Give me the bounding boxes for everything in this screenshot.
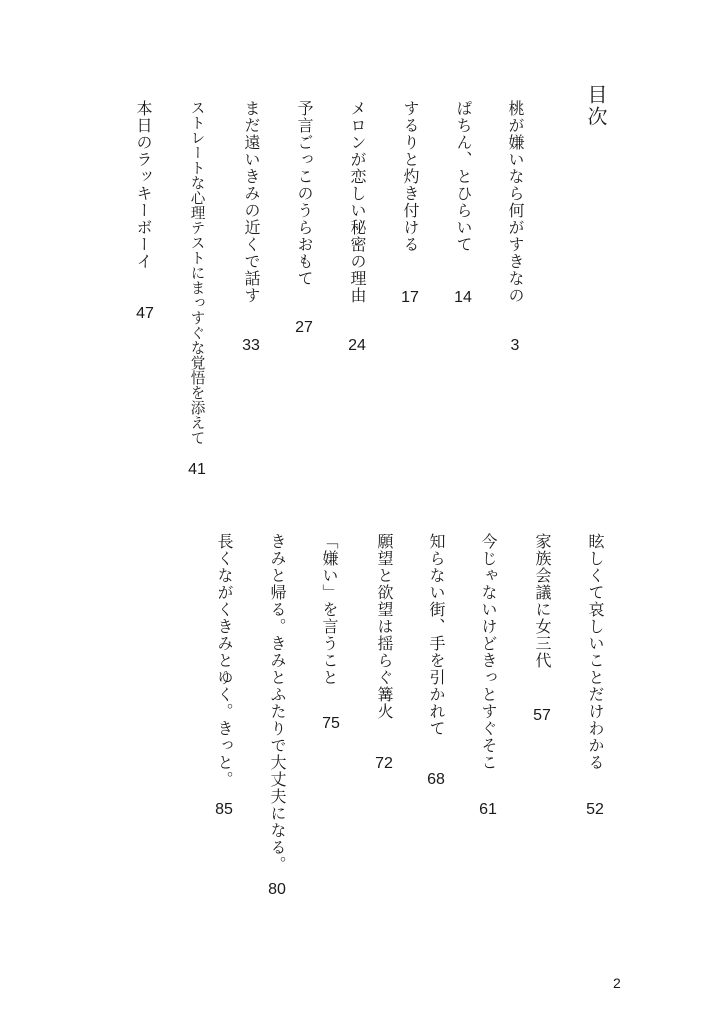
entry-title: ぱちん、とひらいて <box>454 100 473 253</box>
entry-page: 17 <box>401 289 419 306</box>
entry-title: 本日のラッキーボーイ <box>134 100 153 270</box>
entry-title: 願望と欲望は揺らぐ篝火 <box>375 533 394 720</box>
entry-page: 14 <box>454 289 472 306</box>
entry-page: 72 <box>375 755 393 772</box>
entry-page: 24 <box>348 337 366 354</box>
entry-title: 眩しくて哀しいことだけわかる <box>586 533 605 771</box>
page-number: 2 <box>613 975 621 991</box>
entry-title: 今じゃないけどきっとすぐそこ <box>479 533 498 771</box>
entry-page: 80 <box>268 881 286 898</box>
entry-page: 3 <box>510 337 520 354</box>
entry-title: 知らない街、手を引かれて <box>427 533 446 737</box>
entry-title: するりと灼き付ける <box>401 100 420 253</box>
entry-title: きみと帰る。きみとふたりで大丈夫になる。 <box>268 533 287 873</box>
entry-page: 52 <box>586 801 604 818</box>
entry-title: まだ遠いきみの近くで話す <box>242 100 261 304</box>
entry-title: 長くながくきみとゆく。きっと。 <box>215 533 234 788</box>
entry-page: 33 <box>242 337 260 354</box>
entry-page: 75 <box>322 715 340 732</box>
entry-title: ストレートな心理テストにまっすぐな覚悟を添えて <box>188 100 206 445</box>
entry-page: 47 <box>136 305 154 322</box>
entry-page: 41 <box>188 461 206 478</box>
entry-title: 「嫌い」を言うこと <box>320 533 339 686</box>
entry-title: 桃が嫌いなら何がすきなの <box>506 100 525 304</box>
entry-page: 27 <box>295 319 313 336</box>
entry-page: 85 <box>215 801 233 818</box>
entry-page: 57 <box>533 707 551 724</box>
entry-title: 予言ごっこのうらおもて <box>295 100 314 287</box>
entry-page: 61 <box>479 801 497 818</box>
entry-title: 家族会議に女三代 <box>533 533 552 669</box>
entry-page: 68 <box>427 771 445 788</box>
entry-title: メロンが恋しい秘密の理由 <box>348 100 367 304</box>
toc-title: 目次 <box>584 84 608 128</box>
